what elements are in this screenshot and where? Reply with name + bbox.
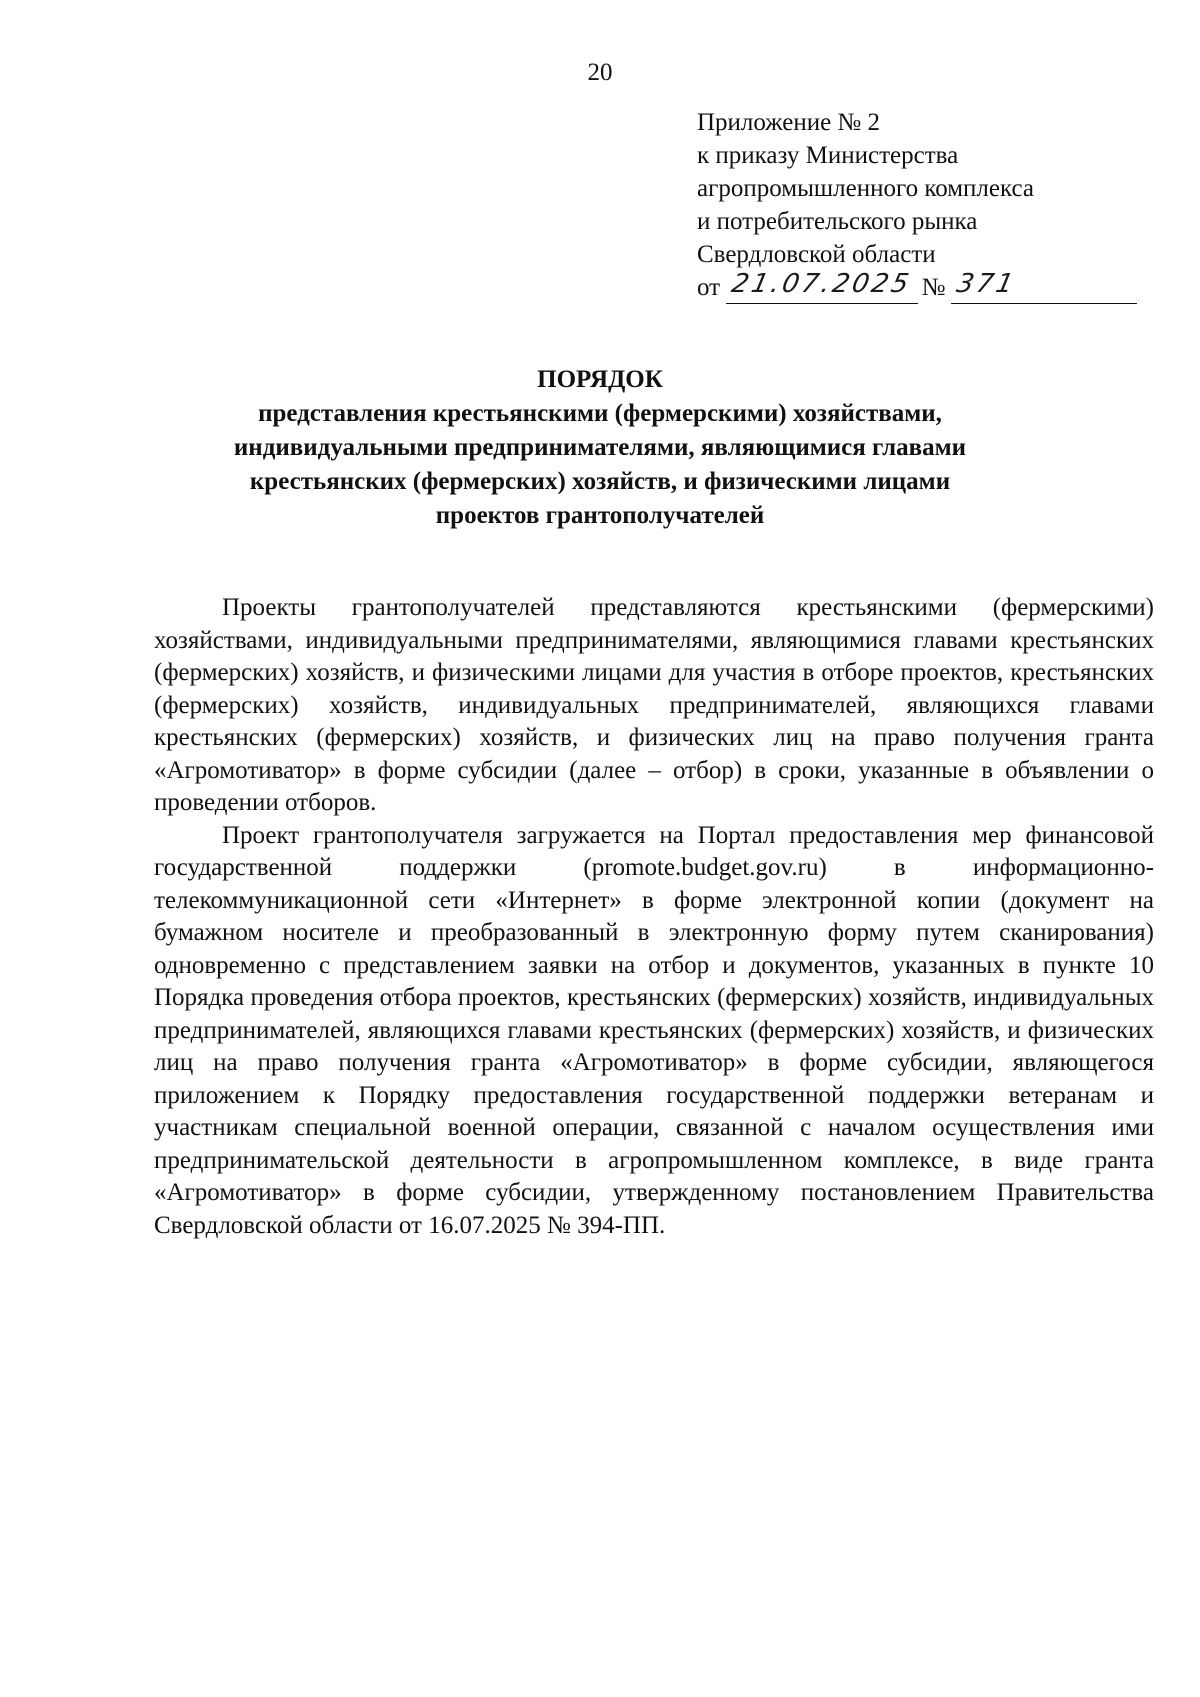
appendix-line-1: Приложение № 2 [697,109,881,136]
title-line-2: представления крестьянскими (фермерскими) хозяйствами, [258,400,942,427]
order-date-number-line [697,271,1137,304]
number-prefix: № [921,274,946,301]
order-number-field [951,271,1137,304]
title-line-5: проектов грантополучателей [435,502,765,529]
appendix-block [697,106,1137,304]
title-line-1: ПОРЯДОК [537,366,663,393]
appendix-line-4: и потребительского рынка [697,208,978,235]
appendix-line-5: Свердловской области [697,241,936,268]
order-number-handwritten: 371 [954,269,1020,299]
order-date-field [726,271,918,304]
body-paragraph-1: Проекты грантополучателей представляются крестьянскими (фермерскими) хозяйствами, индивидуальными предпринимателями, являющимися главами крестьянских (фермерских) хозяйств, и физическими лицами для участия в отборе проектов, крестьянских (фермерских) хозяйств, индивидуальных предпринимателей, являющихся главами крестьянских (фермерских) хозяйств, и физических лиц на право получения гранта «Агромотиватор» в форме субсидии (далее – отбор) в сроки, указанные в объявлении о проведении отборов. [154,594,1154,816]
order-date-handwritten: 21.07.2025 [729,269,915,299]
document-body [154,592,1154,1242]
document-title [0,363,1200,533]
title-line-4: крестьянских (фермерских) хозяйств, и физическими лицами [249,468,951,495]
date-prefix: от [697,274,721,301]
page-number: 20 [587,59,613,86]
appendix-line-2: к приказу Министерства [697,142,959,169]
body-paragraph-2: Проект грантополучателя загружается на Портал предоставления мер финансовой государственной поддержки (promote.budget.gov.ru) в информационно-телекоммуникационной сети «Интернет» в форме электронной копии (документ на бумажном носителе и преобразованный в электронную форму путем сканирования) одновременно с представлением заявки на отбор и документов, указанных в пункте 10 Порядка проведения отбора проектов, крестьянских (фермерских) хозяйств, индивидуальных предпринимателей, являющихся главами крестьянских (фермерских) хозяйств, и физических лиц на право получения гранта «Агромотиватор» в форме субсидии, являющегося приложением к Порядку предоставления государственной поддержки ветеранам и участникам специальной военной операции, связанной с началом осуществления ими предпринимательской деятельности в агропромышленном комплексе, в виде гранта «Агромотиватор» в форме субсидии, утвержденному постановлением Правительства Свердловской области от 16.07.2025 № 394-ПП. [154,821,1154,1239]
title-line-3: индивидуальными предпринимателями, являющимися главами [233,434,967,461]
appendix-line-3: агропромышленного комплекса [697,175,1035,202]
